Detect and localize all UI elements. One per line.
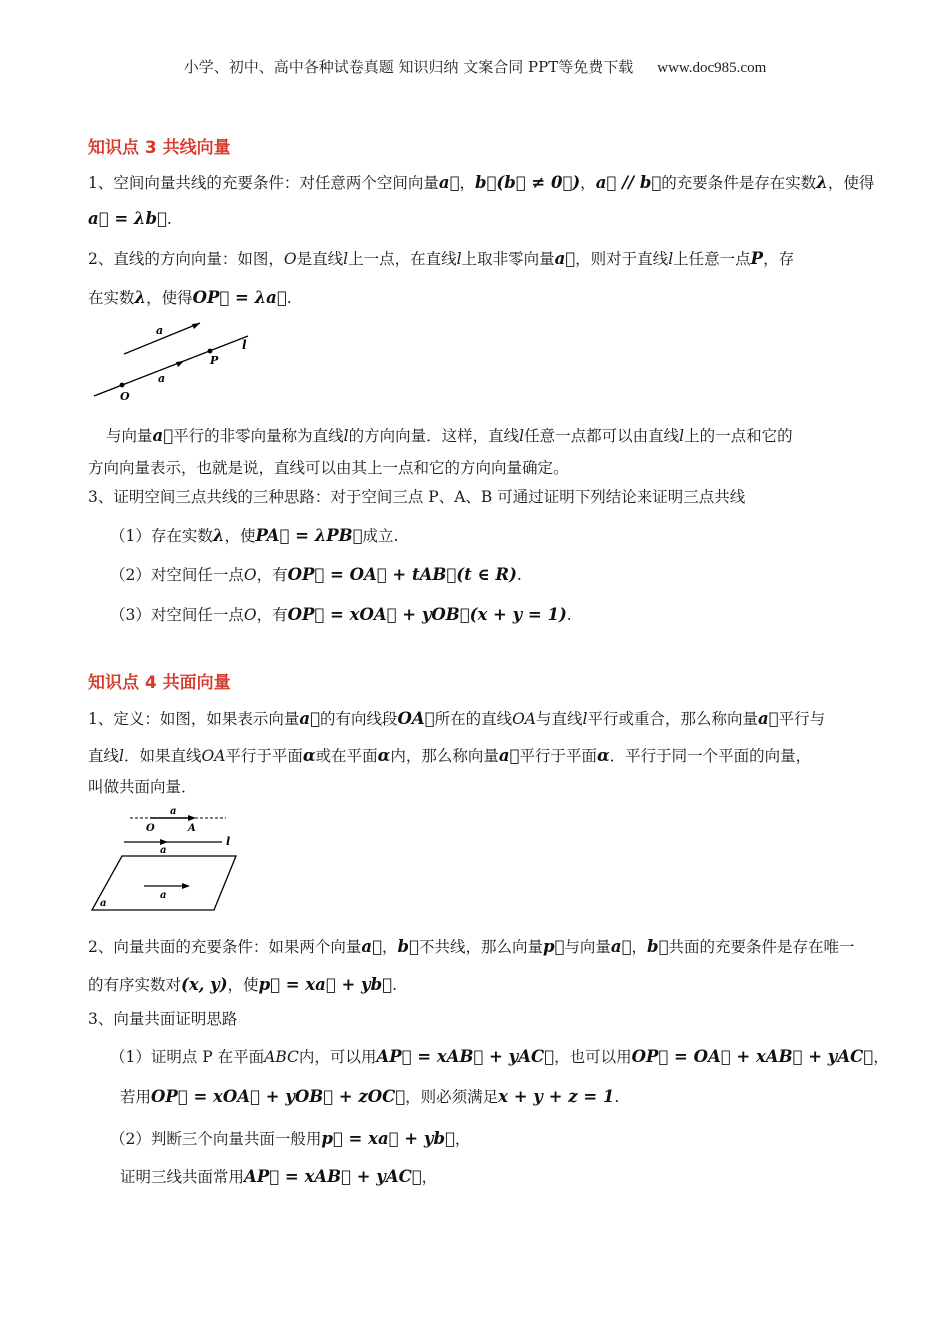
page-header — [0, 56, 950, 77]
s4-d-line2: 直线l．如果直线OA平行于平面α或在平面α内，那么称向量a⃗平行于平面α．平行于同一个平面的向量， — [88, 746, 812, 765]
fig2-label-a2: a — [160, 845, 167, 856]
fig1-label-a-bottom: a — [158, 372, 166, 385]
fig1-line-l — [94, 336, 248, 396]
fig1-label-P: P — [210, 354, 219, 367]
fig1-arrowhead-top — [192, 323, 200, 329]
s4-e-line2: 的有序实数对(x, y)，使p⃗ = xa⃗ + yb⃗. — [88, 975, 398, 994]
s3-p4: 3、证明空间三点共线的三种思路：对于空间三点 P、A、B 可通过证明下列结论来证明三点共线 — [88, 488, 746, 506]
s3-p1-line1: 1、空间向量共线的充要条件：对任意两个空间向量a⃗，b⃗(b⃗ ≠ 0⃗)，a⃗ // b⃗的充要条件是存在实数λ，使得 — [88, 173, 875, 192]
fig2-label-a3: a — [160, 890, 167, 901]
header-site[interactable]: www.doc985.com — [657, 60, 767, 76]
fig2-plane-alpha — [92, 856, 236, 910]
s3-condition-2: （2）对空间任一点O，有OP⃗ = OA⃗ + tAB⃗(t ∈ R). — [110, 565, 522, 584]
s4-f-line2: 若用OP⃗ = xOA⃗ + yOB⃗ + zOC⃗，则必须满足x + y + z = 1. — [120, 1087, 620, 1106]
fig2-label-l: l — [226, 835, 231, 848]
s4-f-line1: （1）证明点 P 在平面ABC内，可以用AP⃗ = xAB⃗ + yAC⃗，也可以用OP⃗ = OA⃗ + xAB⃗ + yAC⃗， — [110, 1047, 889, 1066]
section3-heading: 知识点 3 共线向量 — [88, 138, 231, 158]
fig2-arrowhead-OA — [188, 815, 196, 821]
figure-direction-vector — [88, 318, 268, 408]
fig2-label-alpha: a — [100, 898, 107, 909]
s3-p3-line1: 与向量a⃗平行的非零向量称为直线l的方向向量．这样，直线l任意一点都可以由直线l上的一点和它的 — [106, 426, 793, 445]
fig2-arrowhead-plane — [182, 883, 190, 889]
header-title: 小学、初中、高中各种试卷真题 知识归纳 文案合同 PPT等免费下载 — [183, 58, 634, 76]
s3-p1-line2: a⃗ = λb⃗. — [88, 209, 172, 228]
fig1-arrowhead-a — [176, 361, 184, 367]
fig2-label-A: A — [188, 823, 196, 834]
s4-g-line1: （2）判断三个向量共面一般用p⃗ = xa⃗ + yb⃗， — [110, 1129, 471, 1148]
s3-p2-line2: 在实数λ，使得OP⃗ = λa⃗. — [88, 288, 292, 307]
s4-e-line1: 2、向量共面的充要条件：如果两个向量a⃗，b⃗不共线，那么向量p⃗与向量a⃗，b⃗共面的充要条件是存在唯一 — [88, 937, 855, 956]
figure-coplanar-vectors — [88, 804, 248, 914]
fig2-label-O: O — [146, 823, 155, 834]
fig1-label-O: O — [120, 390, 130, 403]
s4-d-line1: 1、定义：如图，如果表示向量a⃗的有向线段OA⃗所在的直线OA与直线l平行或重合，那么称向量a⃗平行与 — [88, 709, 826, 728]
s4-g-line2: 证明三线共面常用AP⃗ = xAB⃗ + yAC⃗， — [120, 1167, 438, 1186]
fig1-label-a-top: a — [156, 324, 164, 337]
s4-f-heading: 3、向量共面证明思路 — [88, 1010, 238, 1028]
section4-heading: 知识点 4 共面向量 — [88, 673, 231, 693]
fig1-point-P — [208, 349, 213, 354]
s3-condition-3: （3）对空间任一点O，有OP⃗ = xOA⃗ + yOB⃗(x + y = 1). — [110, 605, 572, 624]
s3-p2-line1: 2、直线的方向向量：如图，O是直线l上一点，在直线l上取非零向量a⃗，则对于直线l上任意一点P，存 — [88, 249, 795, 268]
s3-condition-1: （1）存在实数λ，使PA⃗ = λPB⃗成立. — [110, 526, 399, 545]
s4-d-line3: 叫做共面向量． — [88, 778, 197, 796]
fig1-point-O — [120, 383, 125, 388]
fig1-label-l: l — [242, 338, 247, 352]
fig2-label-a1: a — [170, 806, 177, 817]
s3-p3-line2: 方向向量表示，也就是说，直线可以由其上一点和它的方向向量确定。 — [88, 459, 569, 477]
